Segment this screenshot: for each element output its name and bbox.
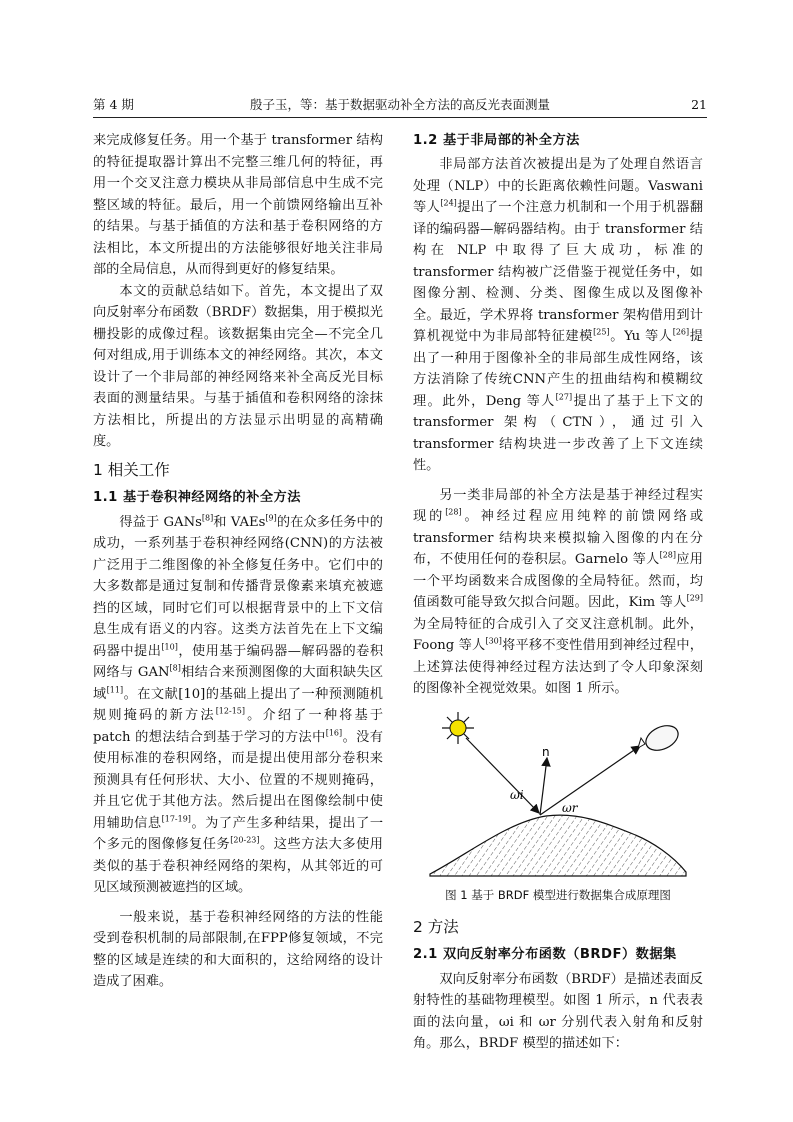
- text-run: 。介绍了一种将基于 patch 的想法结合到基于学习的方法中: [93, 708, 384, 745]
- citation: [28]: [445, 507, 462, 517]
- page-number: 21: [691, 97, 707, 112]
- citation: [9]: [265, 513, 277, 523]
- paragraph-intro-end: 来完成修复任务。用一个基于 transformer 结构的特征提取器计算出不完整三维几何的特征，再用一个交叉注意力模块从非局部信息中生成不完整区域的特征。最后，用一个前馈网络输出互补的结果。与基于插值的方法和基于卷积网络的方法相比，本文所提出的方法能够很好地关注非局部的全局信息，从而得到更好的修复结果。: [93, 133, 383, 277]
- citation: [26]: [672, 327, 690, 337]
- paragraph-brdf-intro: 双向反射率分布函数（BRDF）是描述表面反射特性的基础物理模型。如图 1 所示，n 代表表面的法向量，ωi 和 ωr 分别代表入射角和反射角。那么，BRDF 模型的描述如下：: [413, 971, 703, 1051]
- text-run: 。为了产生多种结果，提出了一个多元的图像修复任务: [93, 815, 384, 852]
- paragraph-cnn-limitation: 一般来说，基于卷积神经网络的方法的性能受到卷积机制的局部限制,在FPP修复领域，不完整的区域是连续的和大面积的，这给网络的设计造成了困难。: [93, 909, 383, 989]
- paragraph-contributions: 本文的贡献总结如下。首先，本文提出了双向反射率分布函数（BRDF）数据集，用于模拟光栅投影的成像过程。该数据集由完全—不完全几何对组成,用于训练本文的神经网络。其次，本文设计了一个非局部的神经网络来补全高反光目标表面的测量结果。与基于插值和卷积网络的涂抹方法相比，所提出的方法显示出明显的高精确度。: [93, 283, 383, 449]
- text-run: 将平移不变性借用到神经过程中，上述算法使得神经过程方法达到了令人印象深刻的图像补全视觉效果。如图 1 所示。: [413, 638, 703, 696]
- citation: [28]: [659, 550, 676, 560]
- citation: [17-19]: [161, 814, 191, 824]
- citation: [30]: [485, 636, 502, 646]
- text-run: 提出了基于上下文的 transformer 架构（CTN），通过引入 transformer 结构块进一步改善了上下文连续性。: [413, 393, 703, 473]
- subsection-heading-nonlocal: 1.2 基于非局部的补全方法: [413, 133, 580, 148]
- running-title: 殷子玉，等：基于数据驱动补全方法的高反光表面测量: [249, 97, 550, 112]
- right-column: [413, 130, 703, 1055]
- text-run: 和 VAEs: [213, 514, 266, 530]
- text-run: 。这些方法大多使用类似的基于卷积神经网络的架构，从其邻近的可见区域预测被遮挡的区域。: [93, 837, 383, 895]
- citation: [8]: [169, 663, 181, 673]
- reflected-ray: [540, 746, 640, 815]
- citation: [25]: [593, 327, 610, 337]
- header-rule: [93, 117, 707, 118]
- reflection-angle-label: ωr: [562, 800, 578, 815]
- light-source-icon: [442, 712, 474, 744]
- citation: [10]: [161, 642, 178, 652]
- citation: [12-15]: [215, 706, 245, 716]
- section-heading-related-work: 1 相关工作: [93, 460, 170, 479]
- subsection-heading-brdf: 2.1 双向反射率分布函数（BRDF）数据集: [413, 946, 677, 962]
- citation: [27]: [555, 392, 573, 402]
- issue-number: 第 4 期: [93, 97, 134, 112]
- citation: [8]: [201, 513, 214, 523]
- camera-icon: [638, 720, 682, 754]
- text-run: 的在众多任务中的成功，一系列基于卷积神经网络(CNN)的方法被广泛用于二维图像的补全修复任务中。它们中的大多数都是通过复制和传播背景像素来填充被遮挡的区域，同时它们可以根据背景中的上下文信息生成有语义的内容。这类方法首先在上下文编码器中提出: [93, 514, 383, 659]
- text-run: 相结合来预测图像的大面积缺失区域: [93, 665, 384, 702]
- citation: [24]: [440, 198, 457, 208]
- brdf-diagram: [428, 704, 688, 884]
- text-run: 为全局特征的合成引入了交叉注意机制。此外，Foong 等人: [413, 616, 703, 653]
- incident-ray: [466, 738, 539, 813]
- text-run: 另一类非局部的补全方法是基于神经过程实现的: [413, 487, 703, 524]
- text-run: ，使用基于编码器—解码器的卷积网络与 GAN: [93, 643, 384, 680]
- surface-normal: [540, 758, 547, 815]
- citation: [16]: [325, 728, 343, 738]
- paragraph-cnn-methods: [93, 512, 383, 899]
- running-header: [93, 94, 707, 116]
- text-run: 。没有使用标准的卷积网络，而是提出使用部分卷积来预测具有任何形状、大小、位置的不规则掩码，并且它优于其他方法。然后提出在图像绘制中使用辅助信息: [93, 729, 383, 831]
- normal-label: n: [542, 744, 550, 759]
- text-run: 。在文献[10]的基础上提出了一种预测随机规则掩码的新方法: [93, 686, 383, 723]
- citation: [29]: [686, 593, 703, 603]
- section-heading-method: 2 方法: [413, 917, 459, 936]
- figure-brdf-diagram: [413, 700, 703, 910]
- subsection-heading-cnn: 1.1 基于卷积神经网络的补全方法: [93, 489, 301, 505]
- rough-surface: [430, 815, 686, 876]
- figure-caption: 图 1 基于 BRDF 模型进行数据集合成原理图: [445, 887, 671, 902]
- text-run: 应用一个平均函数来合成图像的全局特征。然而，均值函数可能导致欠拟合问题。因此，Kim 等人: [413, 552, 703, 610]
- citation: [20-23]: [230, 835, 260, 845]
- text-run: 得益于 GANs: [119, 514, 202, 530]
- citation: [11]: [106, 685, 124, 695]
- paragraph-transformer-methods: [413, 154, 703, 477]
- text-run: 提出了一个注意力机制和一个用于机器翻译的编码器—解码器结构。由于 transformer 结构在 NLP 中取得了巨大成功，标准的 transformer 结构被广泛借鉴于视觉任务中，如图像分割、检测、分类、图像生成以及图像补全。最近，学术界将 transformer 架构借用到计算机视觉中为非局部特征建模: [413, 200, 703, 344]
- text-run: 。神经过程应用纯粹的前馈网络或 transformer 结构块来模拟输入图像的内在分布，不使用任何的卷积层。Garnelo 等人: [413, 509, 704, 567]
- paragraph-neural-process: [413, 485, 703, 700]
- text-run: 非局部方法首次被提出是为了处理自然语言处理（NLP）中的长距离依赖性问题。Vaswani 等人: [413, 157, 703, 215]
- left-column: [93, 130, 383, 993]
- incident-angle-label: ωi: [510, 787, 524, 802]
- text-run: 提出了一种用于图像补全的非局部生成性网络，该方法消除了传统CNN产生的扭曲结构和模糊纹理。此外，Deng 等人: [413, 329, 703, 409]
- text-run: 。Yu 等人: [609, 329, 673, 344]
